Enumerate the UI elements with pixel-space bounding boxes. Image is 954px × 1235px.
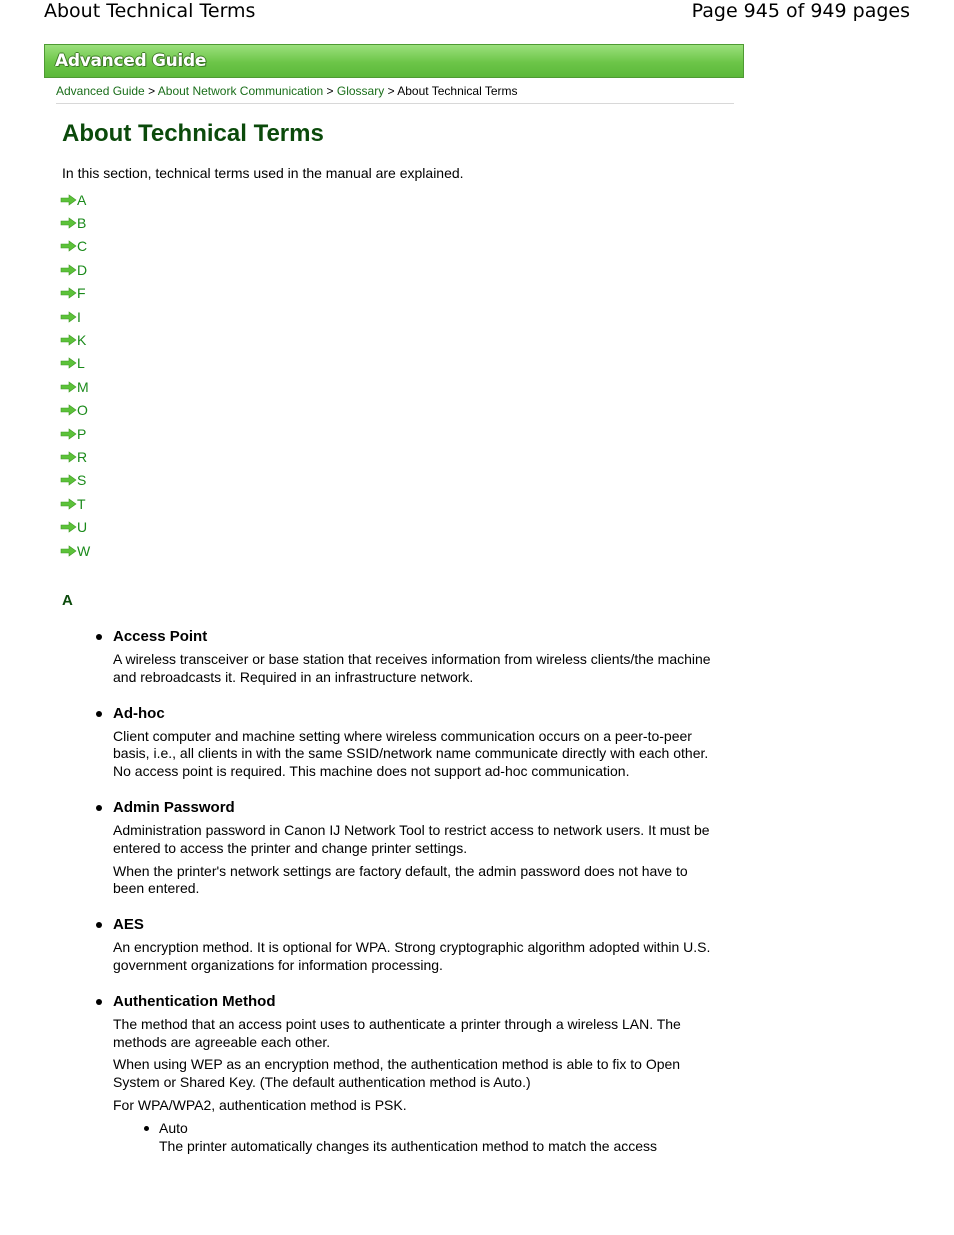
bullet-icon xyxy=(96,805,102,811)
arrow-right-icon xyxy=(60,311,77,323)
banner-label: Advanced Guide xyxy=(55,51,207,71)
sub-item-label: Auto xyxy=(159,1119,188,1136)
term-description: The method that an access point uses to authenticate a printer through a wireless LAN. The methods are agreeable each other. xyxy=(113,1015,681,1050)
term-item xyxy=(96,704,716,781)
letter-link-i[interactable] xyxy=(60,305,90,328)
term-title xyxy=(96,992,716,1011)
letter-link-b[interactable] xyxy=(60,211,90,234)
sub-item xyxy=(96,1120,716,1156)
letter-label: T xyxy=(77,495,86,512)
arrow-right-icon xyxy=(60,451,77,463)
breadcrumb-current: About Technical Terms xyxy=(397,84,518,98)
page-header xyxy=(0,0,954,26)
arrow-right-icon xyxy=(60,381,77,393)
letter-link-k[interactable] xyxy=(60,328,90,351)
letter-link-a[interactable] xyxy=(60,188,90,211)
term-title xyxy=(96,704,716,723)
breadcrumb-separator: > xyxy=(148,84,156,98)
arrow-right-icon xyxy=(60,404,77,416)
term-item xyxy=(96,627,716,687)
term-description: Client computer and machine setting where wireless communication occurs on a peer-to-peer basis, i.e., all clients in with the same SSID/network name communicate directly with each other. No access point is required. This machine does not support ad-hoc communication. xyxy=(113,727,709,780)
term-item xyxy=(96,992,716,1156)
letter-label: L xyxy=(77,355,85,372)
term-title xyxy=(96,798,716,817)
letter-label: R xyxy=(77,448,88,465)
term-description: Administration password in Canon IJ Network Tool to restrict access to network users. It must be entered to access the printer and change printer settings. xyxy=(113,821,710,856)
letter-label: O xyxy=(77,402,88,419)
letter-index xyxy=(60,188,90,562)
breadcrumb-separator: > xyxy=(387,84,395,98)
breadcrumb-link-network-communication[interactable]: About Network Communication xyxy=(157,84,324,98)
arrow-right-icon xyxy=(60,264,77,276)
term-title-text: Access Point xyxy=(113,628,208,645)
term-title-text: Authentication Method xyxy=(113,992,276,1010)
doc-title: About Technical Terms xyxy=(44,0,256,22)
arrow-right-icon xyxy=(60,240,77,252)
bullet-icon xyxy=(96,999,102,1005)
term-description: An encryption method. It is optional for WPA. Strong cryptographic algorithm adopted within U.S. government organizations for information processing. xyxy=(113,939,711,973)
letter-label: A xyxy=(77,191,87,208)
letter-link-c[interactable] xyxy=(60,235,90,258)
term-title-text: Ad-hoc xyxy=(113,704,165,722)
bullet-icon xyxy=(96,711,102,717)
page-title: About Technical Terms xyxy=(62,120,324,147)
letter-label: P xyxy=(77,425,87,442)
term-title-text: Admin Password xyxy=(113,798,235,816)
letter-link-m[interactable] xyxy=(60,375,90,398)
term-description: A wireless transceiver or base station that receives information from wireless clients/the machine and rebroadcasts it. Required in an infrastructure network. xyxy=(113,651,711,685)
letter-label: C xyxy=(77,238,88,255)
letter-label: F xyxy=(77,285,86,302)
breadcrumb-link-glossary[interactable]: Glossary xyxy=(336,84,385,98)
term-item xyxy=(96,798,716,898)
arrow-right-icon xyxy=(60,287,77,299)
term-description: When the printer's network settings are factory default, the admin password does not have to been entered. xyxy=(113,862,688,897)
breadcrumb-separator: > xyxy=(326,84,334,98)
letter-link-w[interactable] xyxy=(60,539,90,562)
letter-label: K xyxy=(77,332,87,349)
term-title xyxy=(96,627,716,646)
term-title-text: AES xyxy=(113,916,144,934)
letter-label: M xyxy=(77,378,89,395)
breadcrumb-link-advanced-guide[interactable]: Advanced Guide xyxy=(56,84,145,98)
letter-link-u[interactable] xyxy=(60,515,90,538)
letter-label: I xyxy=(77,308,81,325)
letter-link-d[interactable] xyxy=(60,258,90,281)
arrow-right-icon xyxy=(60,521,77,533)
letter-label: B xyxy=(77,215,87,232)
sub-item-text: The printer automatically changes its authentication method to match the access xyxy=(159,1137,658,1154)
intro-text: In this section, technical terms used in the manual are explained. xyxy=(62,165,464,181)
page-indicator: Page 945 of 949 pages xyxy=(691,0,910,22)
letter-link-o[interactable] xyxy=(60,399,90,422)
advanced-guide-banner xyxy=(44,44,744,78)
term-description: When using WEP as an encryption method, the authentication method is able to fix to Open System or Shared Key. (The default authentication method is Auto.) xyxy=(113,1056,681,1091)
letter-link-r[interactable] xyxy=(60,445,90,468)
arrow-right-icon xyxy=(60,474,77,486)
bullet-icon xyxy=(96,634,102,640)
breadcrumb xyxy=(56,84,734,104)
letter-link-t[interactable] xyxy=(60,492,90,515)
arrow-right-icon xyxy=(60,357,77,369)
letter-label: U xyxy=(77,519,88,536)
arrow-right-icon xyxy=(60,498,77,510)
bullet-icon xyxy=(144,1126,149,1131)
letter-link-p[interactable] xyxy=(60,422,90,445)
bullet-icon xyxy=(96,922,102,928)
term-title xyxy=(96,915,716,934)
arrow-right-icon xyxy=(60,334,77,346)
letter-link-l[interactable] xyxy=(60,352,90,375)
letter-link-s[interactable] xyxy=(60,469,90,492)
term-description: For WPA/WPA2, authentication method is PSK. xyxy=(113,1096,407,1113)
arrow-right-icon xyxy=(60,428,77,440)
term-list xyxy=(96,627,716,1172)
section-heading-a: A xyxy=(62,592,73,609)
arrow-right-icon xyxy=(60,194,77,206)
term-item xyxy=(96,915,716,975)
letter-label: W xyxy=(77,542,91,559)
letter-label: D xyxy=(77,261,88,278)
arrow-right-icon xyxy=(60,217,77,229)
letter-link-f[interactable] xyxy=(60,282,90,305)
arrow-right-icon xyxy=(60,545,77,557)
letter-label: S xyxy=(77,472,87,489)
